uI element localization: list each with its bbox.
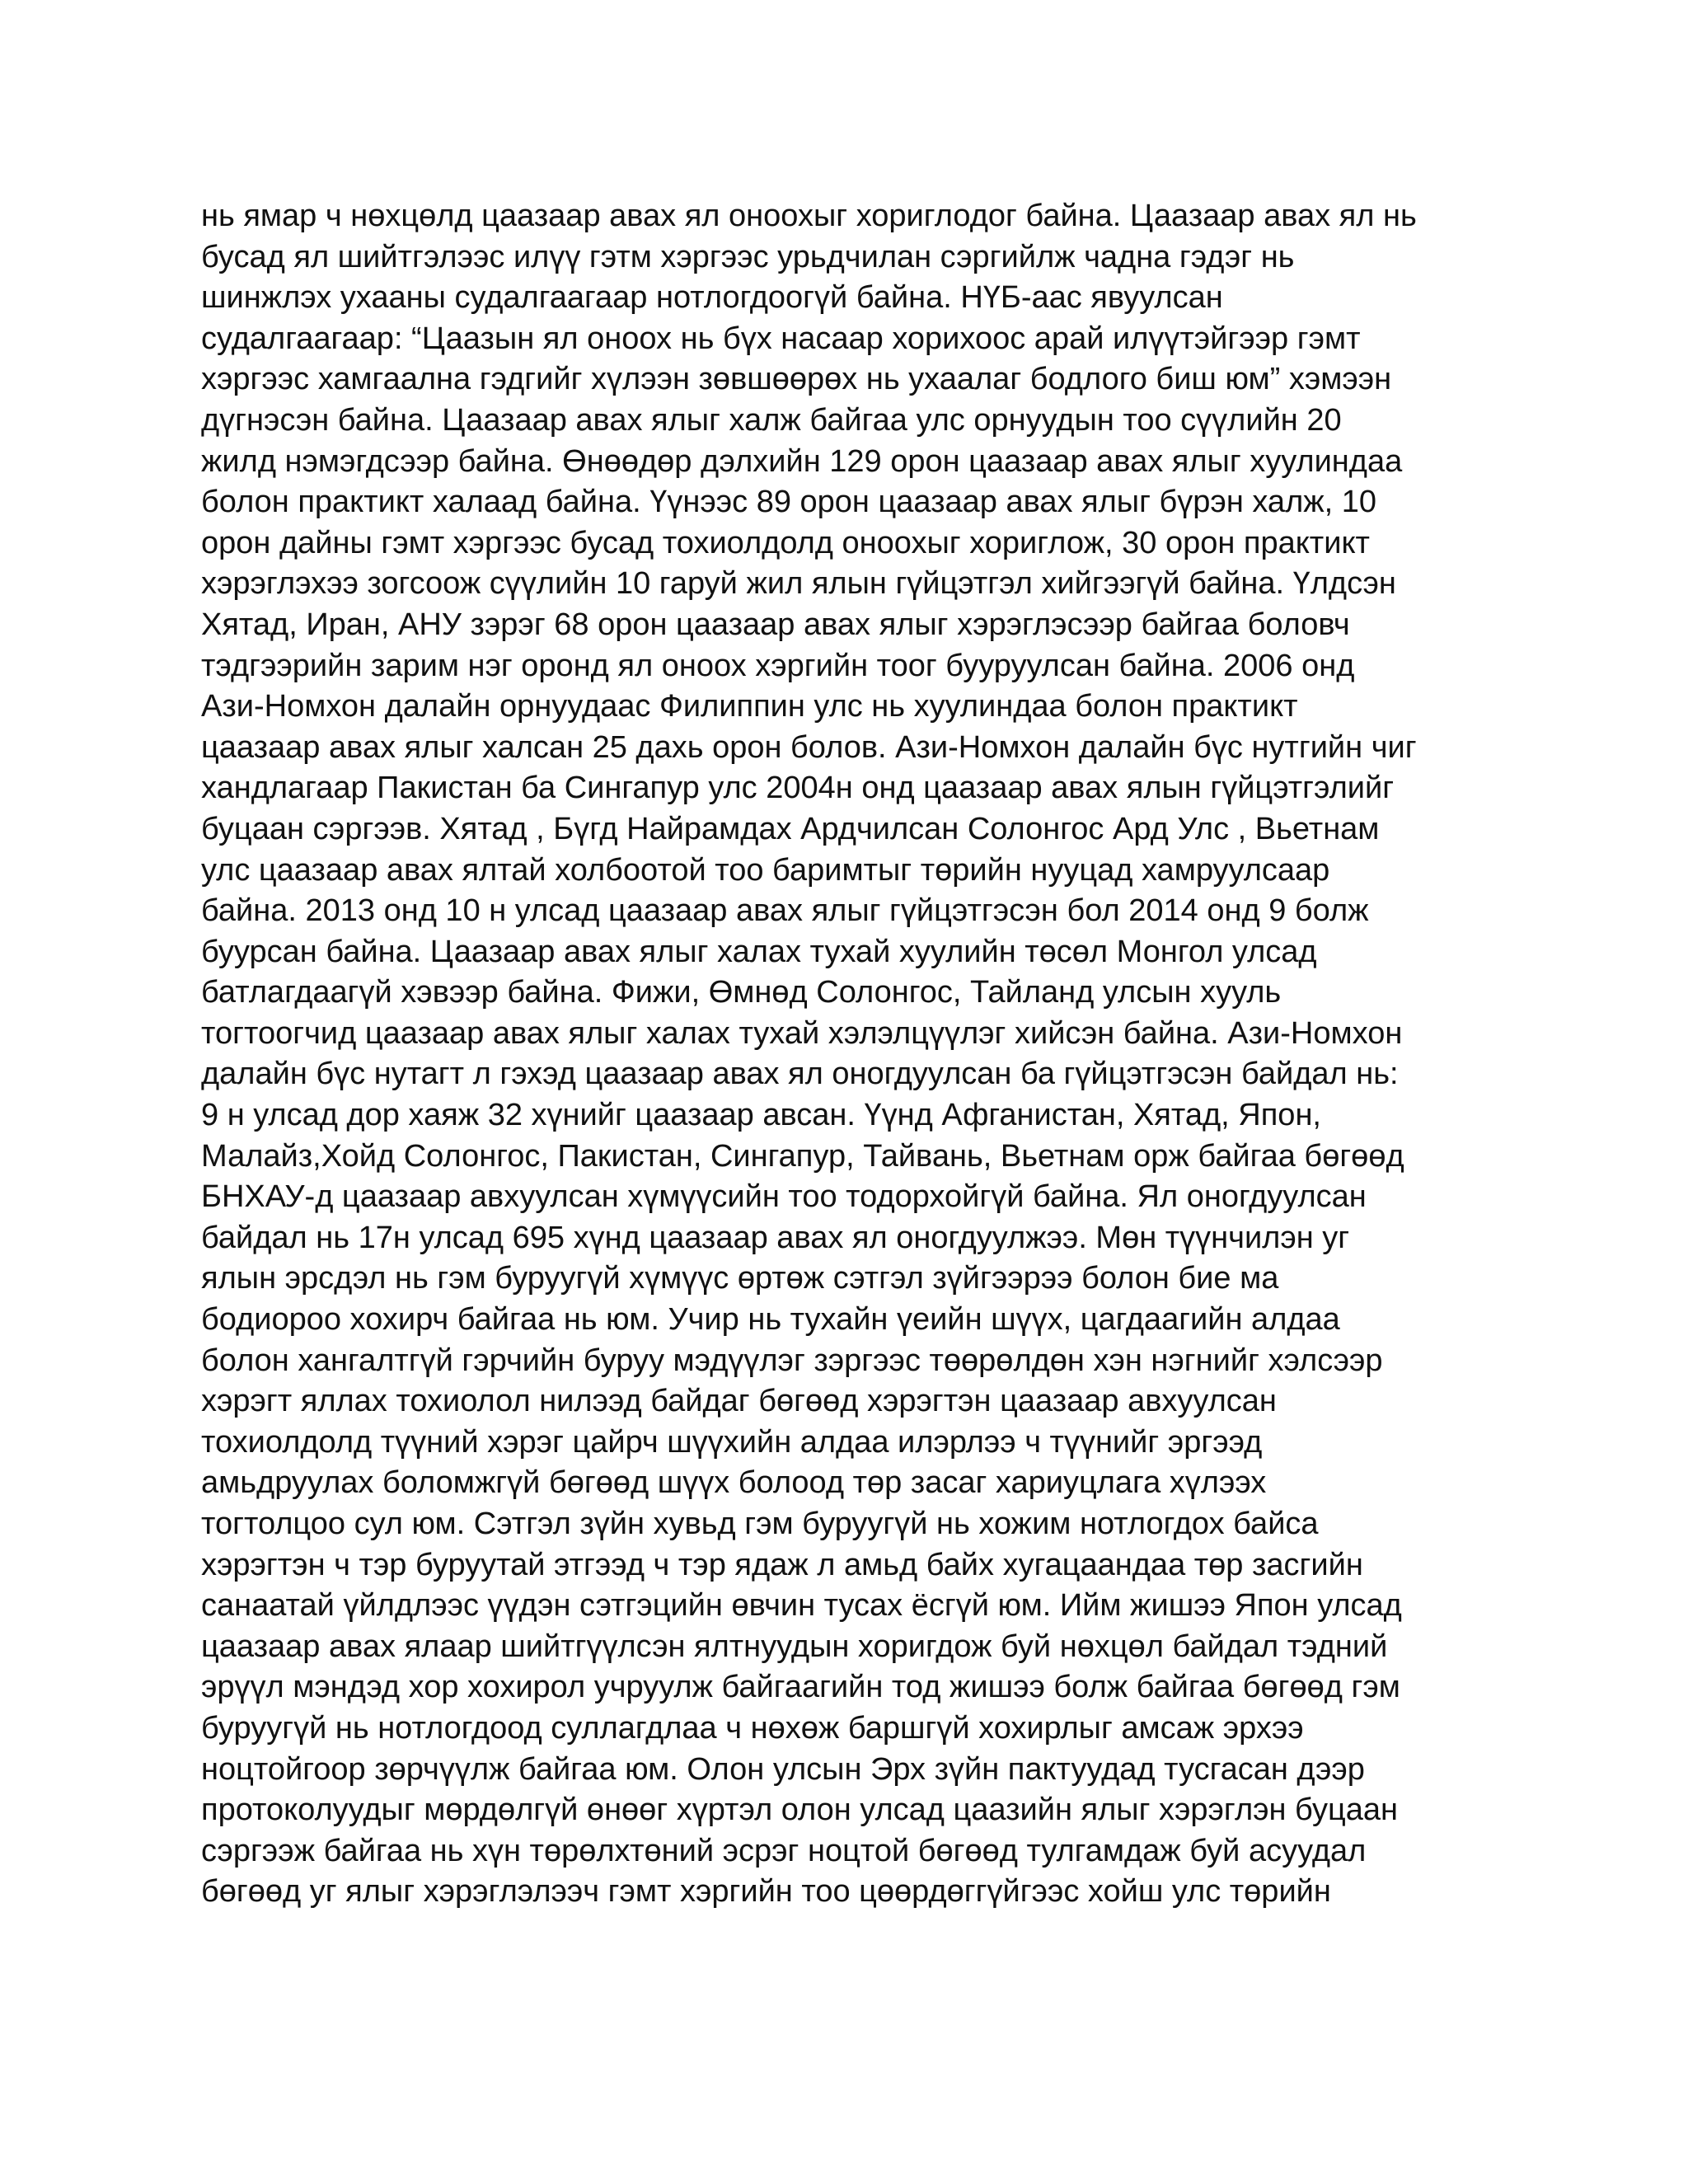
text-line: цаазаар авах ялаар шийтгүүлсэн ялтнуудын хоригдож буй нөхцөл байдал тэдний (201, 1629, 1388, 1664)
body-text (201, 196, 1503, 1913)
text-line: эрүүл мэндэд хор хохирол учруулж байгаагийн тод жишээ болж байгаа бөгөөд гэм (201, 1670, 1400, 1705)
text-line: орон дайны гэмт хэргээс бусад тохиолдолд оноохыг хориглож, 30 орон практикт (201, 525, 1370, 560)
text-line: амьдруулах боломжгүй бөгөөд шүүх болоод төр засаг хариуцлага хүлээх (201, 1465, 1267, 1501)
text-line: жилд нэмэгдсээр байна. Өнөөдөр дэлхийн 129 орон цаазаар авах ялыг хуулиндаа (201, 443, 1403, 479)
text-line: болон практикт халаад байна. Үүнээс 89 орон цаазаар авах ялыг бүрэн халж, 10 (201, 485, 1377, 520)
text-line: судалгаагаар: “Цаазын ял оноох нь бүх насаар хорихоос арай илүүтэйгээр гэмт (201, 321, 1361, 356)
text-line: улс цаазаар авах ялтай холбоотой тоо баримтыг төрийн нууцад хамруулсаар (201, 852, 1330, 888)
text-line: бөгөөд уг ялыг хэрэглэлээч гэмт хэргийн тоо цөөрдөггүйгээс хойш улс төрийн (201, 1874, 1331, 1910)
text-line: хэргээс хамгаална гэдгийг хүлээн зөвшөөрөх нь ухаалаг бодлого биш юм” хэмээн (201, 362, 1392, 397)
text-line: тогтолцоо сул юм. Сэтгэл зүйн хувьд гэм буруугүй нь хожим нотлогдох байса (201, 1507, 1319, 1541)
text-line: бодиороо хохирч байгаа нь юм. Учир нь тухайн үеийн шүүх, цагдаагийн алдаа (201, 1302, 1340, 1338)
text-line: хэрэглэхээ зогсоож сүүлийн 10 гаруй жил ялын гүйцэтгэл хийгээгүй байна. Үлдсэн (201, 566, 1396, 602)
text-line: ноцтойгоор зөрчүүлж байгаа юм. Олон улсын Эрх зүйн пактуудад тусгасан дээр (201, 1751, 1365, 1787)
text-line: 9 н улсад дор хаяж 32 хүнийг цаазаар авсан. Үүнд Афганистан, Хятад, Япон, (201, 1098, 1321, 1133)
text-line: тогтоогчид цаазаар авах ялыг халах тухай хэлэлцүүлэг хийсэн байна. Ази-Номхон (201, 1015, 1403, 1051)
text-line: Малайз,Хойд Солонгос, Пакистан, Сингапур, Тайвань, Вьетнам орж байгаа бөгөөд (201, 1138, 1404, 1174)
text-line: байна. 2013 онд 10 н улсад цаазаар авах ялыг гүйцэтгэсэн бол 2014 онд 9 болж (201, 893, 1369, 929)
text-line: БНХАУ-д цаазаар авхуулсан хүмүүсийн тоо тодорхойгүй байна. Ял оногдуулсан (201, 1179, 1367, 1215)
text-line: болон хангалтгүй гэрчийн буруу мэдүүлэг зэргээс төөрөлдөн хэн нэгнийг хэлсээр (201, 1343, 1383, 1378)
text-line: буруугүй нь нотлогдоод суллагдлаа ч нөхөж баршгүй хохирлыг амсаж эрхээ (201, 1710, 1304, 1746)
text-line: Хятад, Иран, АНУ зэрэг 68 орон цаазаар авах ялыг хэрэглэсээр байгаа боловч (201, 607, 1350, 642)
text-line: хэрэгтэн ч тэр буруутай этгээд ч тэр ядаж л амьд байх хугацаандаа төр засгийн (201, 1547, 1363, 1582)
text-line: протоколуудыг мөрдөлгүй өнөөг хүртэл олон улсад цаазийн ялыг хэрэглэн буцаан (201, 1793, 1398, 1828)
text-line: далайн бүс нутагт л гэхэд цаазаар авах ял оногдуулсан ба гүйцэтгэсэн байдал нь: (201, 1057, 1399, 1092)
text-line: нь ямар ч нөхцөлд цаазаар авах ял оноохыг хориглодог байна. Цаазаар авах ял нь (201, 199, 1417, 233)
text-line: буцаан сэргээв. Хятад , Бүгд Найрамдах Ардчилсан Солонгос Ард Улс , Вьетнам (201, 811, 1380, 846)
text-line: байдал нь 17н улсад 695 хүнд цаазаар авах ял оногдуулжээ. Мөн түүнчилэн уг (201, 1220, 1350, 1255)
text-line: санаатай үйлдлээс үүдэн сэтгэцийн өвчин тусах ёсгүй юм. Ийм жишээ Япон улсад (201, 1588, 1402, 1624)
text-line: тохиолдолд түүний хэрэг цайрч шүүхийн алдаа илэрлээ ч түүнийг эргээд (201, 1424, 1263, 1460)
text-line: бусад ял шийтгэлээс илүү гэтм хэргээс урьдчилан сэргийлж чадна гэдэг нь (201, 239, 1295, 274)
text-line: ялын эрсдэл нь гэм буруугүй хүмүүс өртөж сэтгэл зүйгээрээ болон бие ма (201, 1261, 1279, 1296)
text-line: хандлагаар Пакистан ба Сингапур улс 2004н онд цаазаар авах ялын гүйцэтгэлийг (201, 771, 1395, 806)
text-line: тэдгээрийн зарим нэг оронд ял оноох хэргийн тоог бууруулсан байна. 2006 онд (201, 648, 1355, 683)
text-line: шинжлэх ухааны судалгаагаар нотлогдоогүй байна. НҮБ-аас явуулсан (201, 280, 1223, 316)
text-line: сэргээж байгаа нь хүн төрөлхтөний эсрэг ноцтой бөгөөд тулгамдаж буй асуудал (201, 1833, 1367, 1868)
text-line: дүгнэсэн байна. Цаазаар авах ялыг халж байгаа улс орнуудын тоо сүүлийн 20 (201, 402, 1342, 438)
text-line: цаазаар авах ялыг халсан 25 дахь орон болов. Ази-Номхон далайн бүс нутгийн чиг (201, 729, 1417, 765)
text-line: батлагдаагүй хэвээр байна. Фижи, Өмнөд Солонгос, Тайланд улсын хууль (201, 975, 1282, 1010)
text-line: буурсан байна. Цаазаар авах ялыг халах тухай хуулийн төсөл Монгол улсад (201, 934, 1317, 969)
text-line: Ази-Номхон далайн орнуудаас Филиппин улс нь хуулиндаа болон практикт (201, 689, 1298, 724)
text-line: хэрэгт яллах тохиолол нилээд байдаг бөгөөд хэрэгтэн цаазаар авхуулсан (201, 1384, 1277, 1419)
